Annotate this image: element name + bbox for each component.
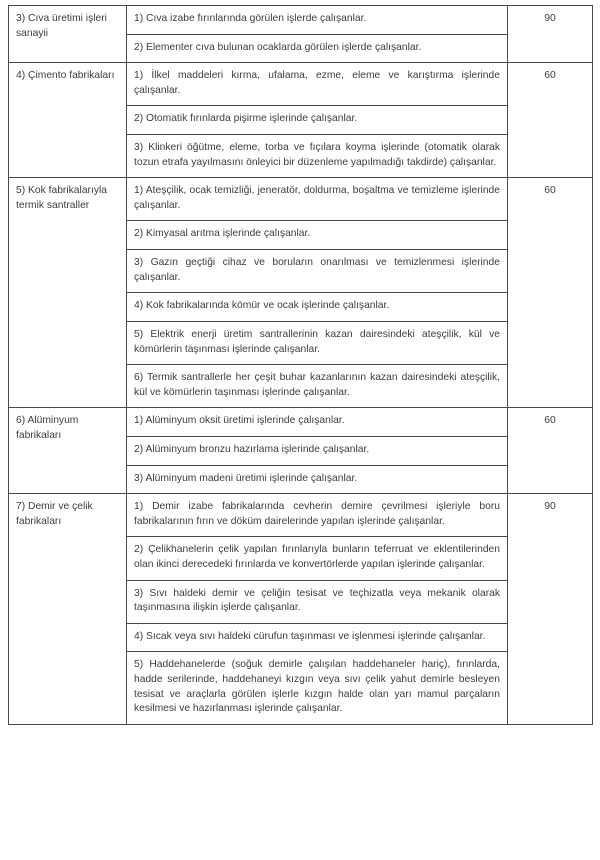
description-cell: 3) Gazın geçtiği cihaz ve boruların onarılması ve temizlenmesi işlerinde çalışanlar. [127,250,508,293]
description-cell: 4) Sıcak veya sıvı haldeki cürufun taşınması ve işlenmesi işlerinde çalışanlar. [127,623,508,652]
value-cell: 60 [508,178,593,408]
category-cell: 3) Cıva üretimi işleri sanayii [9,6,127,63]
description-cell: 1) Demir izabe fabrikalarında cevherin demire çevrilmesi işleriyle boru fabrikalarının fırın ve döküm dairelerinde yapılan işlerinde çalışanlar. [127,494,508,537]
category-cell: 5) Kok fabrikalarıyla termik santraller [9,178,127,408]
value-cell: 60 [508,408,593,494]
description-cell: 4) Kok fabrikalarında kömür ve ocak işlerinde çalışanlar. [127,293,508,322]
description-cell: 3) Sıvı haldeki demir ve çeliğin tesisat ve teçhizatla veya mekanik olarak taşınmasına ilişkin işlerde çalışanlar. [127,580,508,623]
description-cell: 5) Haddehanelerde (soğuk demirle çalışılan haddehaneler hariç), fırınlarda, hadde serilerinde, haddehaneyi kızgın veya sıvı çelik yahut demirle besleyen tesisat ve araçlarla görülen işlerle kızgın halde olan yarı mamul parçaların kesilmesi ve hazırlanması işlerinde çalışanlar. [127,652,508,724]
regulation-table-container [8,5,592,725]
description-cell: 6) Termik santrallerle her çeşit buhar kazanlarının kazan dairesindeki ateşçilik, kül ve kömürlerin taşınması işlerinde çalışanlar. [127,365,508,408]
description-cell: 3) Alüminyum madeni üretimi işlerinde çalışanlar. [127,465,508,494]
table-row [9,408,593,437]
description-cell: 2) Elementer cıva bulunan ocaklarda görülen işlerde çalışanlar. [127,34,508,63]
category-cell: 6) Alüminyum fabrikaları [9,408,127,494]
description-cell: 5) Elektrik enerji üretim santrallerinin kazan dairesindeki ateşçilik, kül ve kömürlerin taşınması işlerinde çalışanlar. [127,321,508,364]
table-row [9,6,593,35]
value-cell: 60 [508,63,593,178]
category-cell: 7) Demir ve çelik fabrikaları [9,494,127,725]
description-cell: 1) İlkel maddeleri kırma, ufalama, ezme, eleme ve karıştırma işlerinde çalışanlar. [127,63,508,106]
description-cell: 2) Çelikhanelerin çelik yapılan fırınlarıyla bunların teferruat ve eklentilerinden olan ikinci derecedeki fırınlarda ve konvertörlerde yapılan işlerinde çalışanlar. [127,537,508,580]
description-cell: 2) Otomatik fırınlarda pişirme işlerinde çalışanlar. [127,106,508,135]
description-cell: 1) Cıva izabe fırınlarında görülen işlerde çalışanlar. [127,6,508,35]
value-cell: 90 [508,6,593,63]
table-body [9,6,593,725]
description-cell: 1) Alüminyum oksit üretimi işlerinde çalışanlar. [127,408,508,437]
regulation-table [8,5,593,725]
value-cell: 90 [508,494,593,725]
description-cell: 2) Alüminyum bronzu hazırlama işlerinde çalışanlar. [127,436,508,465]
description-cell: 3) Klinkeri öğütme, eleme, torba ve fıçılara koyma işlerinde (otomatik olarak tozun etrafa yayılmasını önleyici bir düzenleme yapılmadığı takdirde) çalışanlar. [127,135,508,178]
table-row [9,494,593,537]
description-cell: 1) Ateşçilik, ocak temizliği, jeneratör, doldurma, boşaltma ve temizleme işlerinde çalışanlar. [127,178,508,221]
category-cell: 4) Çimento fabrikaları [9,63,127,178]
description-cell: 2) Kimyasal arıtma işlerinde çalışanlar. [127,221,508,250]
table-row [9,178,593,221]
table-row [9,63,593,106]
